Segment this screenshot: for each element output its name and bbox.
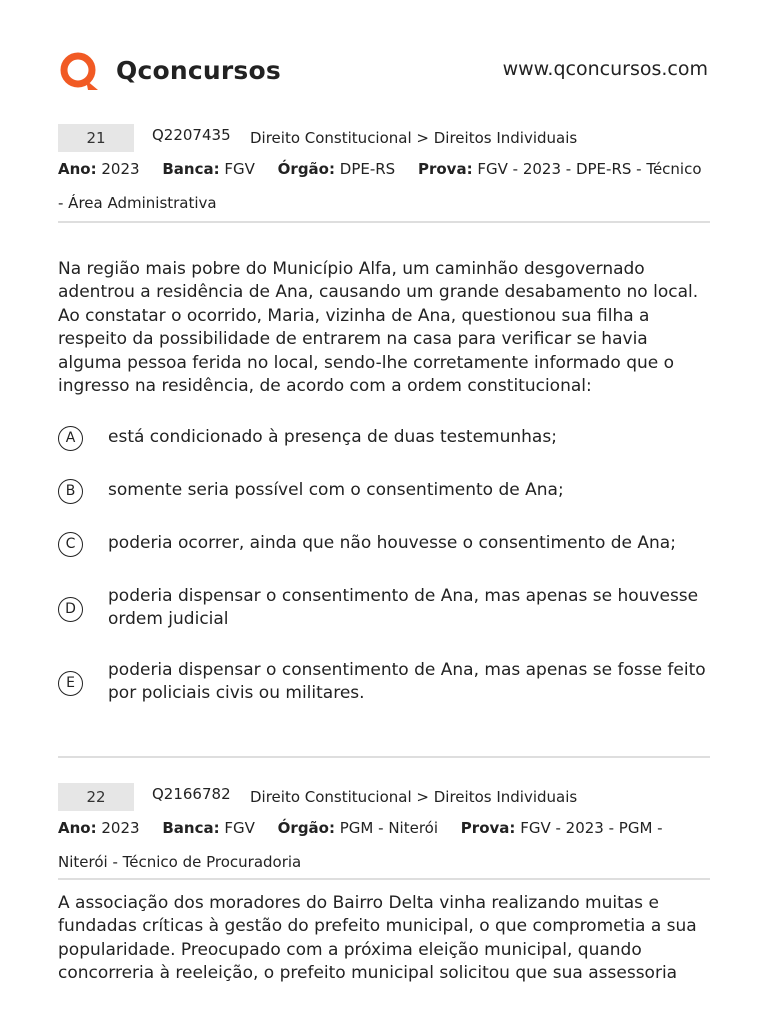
orgao-value: PGM - Niterói	[339, 819, 439, 837]
question-stem: A associação dos moradores do Bairro Delta vinha realizando muitas e fundadas críticas à gestão do prefeito municipal, o que comprometia a sua popularidade. Preocupado com a próxima eleição municipal, quando concorreria à reeleição, o prefeito municipal solicitou que sua assessoria	[58, 893, 697, 984]
option-text: poderia ocorrer, ainda que não houvesse o consentimento de Ana;	[108, 533, 676, 553]
option-letter[interactable]: A	[58, 426, 83, 451]
option-letter[interactable]: C	[58, 532, 83, 557]
question-subject: Direito Constitucional > Direitos Individuais	[250, 788, 578, 806]
banca-label: Banca:	[162, 160, 220, 178]
banca-value: FGV	[224, 819, 255, 837]
orgao-label: Órgão:	[277, 160, 335, 178]
prova-label: Prova:	[417, 160, 473, 178]
question-id[interactable]: Q2207435	[152, 126, 231, 144]
question-number: 21	[58, 124, 134, 152]
orgao-label: Órgão:	[277, 819, 335, 837]
ano-label: Ano:	[58, 819, 97, 837]
question-id[interactable]: Q2166782	[152, 785, 231, 803]
option-letter[interactable]: D	[58, 597, 83, 622]
prova-value: FGV - 2023 - PGM - Niterói - Técnico de Procuradoria	[58, 819, 663, 871]
banca-label: Banca:	[162, 819, 220, 837]
question-stem: Na região mais pobre do Município Alfa, um caminhão desgovernado adentrou a residência de Ana, causando um grande desabamento no local. Ao constatar o ocorrido, Maria, vizinha de Ana, questionou sua filha a respeito da possibilidade de entrarem na casa para verificar se havia alguma pessoa ferida no local, sendo-lhe corretamente informado que o ingresso na residência, de acordo com a ordem constitucional:	[58, 259, 699, 397]
option-text: poderia dispensar o consentimento de Ana, mas apenas se houvesse ordem judicial	[108, 586, 699, 630]
banca-value: FGV	[224, 160, 255, 178]
option-text: poderia dispensar o consentimento de Ana, mas apenas se fosse feito por policiais civis ou militares.	[108, 660, 706, 704]
prova-label: Prova:	[460, 819, 516, 837]
ano-value: 2023	[101, 819, 140, 837]
option-letter[interactable]: B	[58, 479, 83, 504]
ano-label: Ano:	[58, 160, 97, 178]
qconcursos-logo-icon	[58, 50, 104, 92]
option-letter[interactable]: E	[58, 671, 83, 696]
question-number: 22	[58, 783, 134, 811]
question-subject: Direito Constitucional > Direitos Individuais	[250, 129, 578, 147]
prova-value: FGV - 2023 - DPE-RS - Técnico - Área Administrativa	[58, 160, 702, 212]
option-text: está condicionado à presença de duas testemunhas;	[108, 427, 557, 447]
question-meta	[58, 811, 710, 879]
option-text: somente seria possível com o consentimento de Ana;	[108, 480, 564, 500]
divider	[58, 878, 710, 880]
divider	[58, 756, 710, 758]
divider	[58, 221, 710, 223]
page-header	[0, 0, 768, 110]
ano-value: 2023	[101, 160, 140, 178]
site-url[interactable]: www.qconcursos.com	[502, 58, 708, 80]
question-meta	[58, 152, 710, 220]
question-card	[58, 783, 710, 1024]
brand-name: Qconcursos	[116, 56, 281, 85]
orgao-value: DPE-RS	[339, 160, 396, 178]
question-card	[58, 124, 710, 764]
